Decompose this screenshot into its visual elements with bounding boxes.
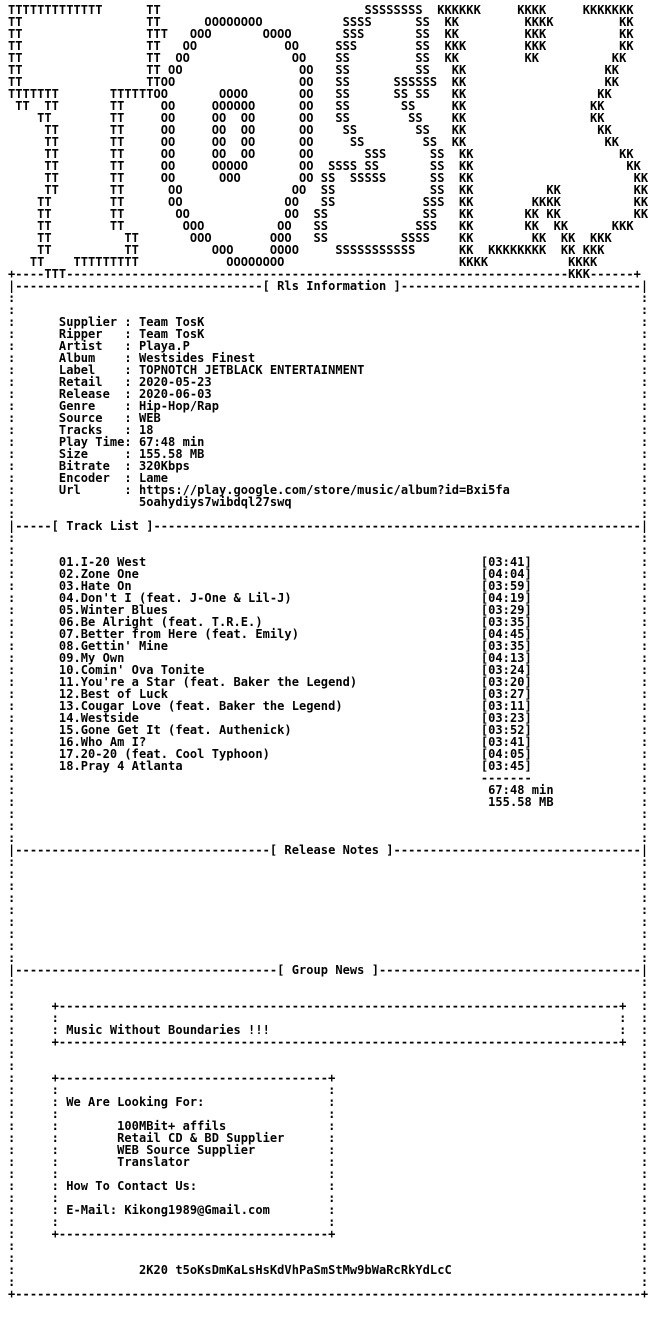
nfo-line: TT TTTTTTTTT OOOOOOOO KKKK KKKK: [8, 255, 598, 269]
nfo-line: : : : :: [8, 1215, 649, 1229]
nfo-line: : 155.58 MB :: [8, 795, 649, 809]
nfo-line: : 09.My Own [04:13] :: [8, 651, 649, 665]
nfo-line: : 05.Winter Blues [03:29] :: [8, 603, 649, 617]
nfo-line: TT TT TT OO OOOOOO OO SS SS KK KK: [8, 99, 605, 113]
nfo-line: : Play Time: 67:48 min :: [8, 435, 649, 449]
nfo-line: : ------- :: [8, 771, 649, 785]
nfo-line: : 07.Better from Here (feat. Emily) [04:45] :: [8, 627, 649, 641]
nfo-line: : 14.Westside [03:23] :: [8, 711, 649, 725]
nfo-line: : :: [8, 891, 649, 905]
nfo-line: : :: [8, 807, 649, 821]
nfo-line: TT TT OO OO OO OO SS SS KK KK: [8, 111, 605, 125]
nfo-line: : +-----------------------------------------------------------------------------+ :: [8, 1035, 649, 1049]
nfo-line: : Supplier : Team TosK :: [8, 315, 649, 329]
nfo-line: : 13.Cougar Love (feat. Baker the Legend) [03:11] :: [8, 699, 649, 713]
nfo-line: TT TT OO OO SSS SS KKK KKK KK: [8, 39, 634, 53]
nfo-line: +----TTT---------------------------------------------------------------------KKK------+: [8, 267, 641, 281]
nfo-line: : :: [8, 819, 649, 833]
nfo-line: |----------------------------------[ Rls Information ]---------------------------------|: [8, 279, 649, 293]
nfo-line: : 5oahydiys7wibdql27swq :: [8, 495, 649, 509]
nfo-line: : 67:48 min :: [8, 783, 649, 797]
nfo-line: TTTTTTT TTTTTTOO OOOO OO SS SS SS KK KK: [8, 87, 612, 101]
nfo-line: TT TT OO OOOOO OO SSSS SS SS KK KK: [8, 159, 641, 173]
nfo-line: +--------------------------------------------------------------------------------------+: [8, 1287, 649, 1301]
nfo-line: : :: [8, 1251, 649, 1265]
nfo-line: : 2K20 t5oKsDmKaLsHsKdVhPaSmStMw9bWaRcRkYdLcC :: [8, 1263, 649, 1277]
nfo-line: : 08.Gettin' Mine [03:35] :: [8, 639, 649, 653]
nfo-line: : Retail : 2020-05-23 :: [8, 375, 649, 389]
nfo-line: : Artist : Playa.P :: [8, 339, 649, 353]
nfo-line: : :: [8, 1275, 649, 1289]
nfo-line: TT TT OOO OOO SS SSSS KK KK KK KKK: [8, 231, 612, 245]
nfo-line: : : Retail CD & BD Supplier : :: [8, 1131, 649, 1145]
nfo-line: : 15.Gone Get It (feat. Authenick) [03:52] :: [8, 723, 649, 737]
nfo-line: : 06.Be Alright (feat. T.R.E.) [03:35] :: [8, 615, 649, 629]
nfo-line: : +-----------------------------------------------------------------------------+ :: [8, 999, 649, 1013]
nfo-line: : 03.Hate On [03:59] :: [8, 579, 649, 593]
nfo-line: : Album : Westsides Finest :: [8, 351, 649, 365]
nfo-line: : Label : TOPNOTCH JETBLACK ENTERTAINMENT :: [8, 363, 649, 377]
nfo-line: : : E-Mail: Kikong1989@Gmail.com : :: [8, 1203, 649, 1217]
nfo-line: : :: [8, 507, 649, 521]
nfo-line: : +-------------------------------------+ :: [8, 1227, 649, 1241]
nfo-line: : :: [8, 951, 649, 965]
nfo-line: : :: [8, 1047, 649, 1061]
nfo-line: TT TT OO OO OO OO SS SS KK KK: [8, 123, 612, 137]
nfo-line: : : : :: [8, 1167, 649, 1181]
nfo-line: : :: [8, 903, 649, 917]
nfo-line: : 16.Who Am I? [03:41] :: [8, 735, 649, 749]
nfo-line: TT TT OO OO OO OO SS SS KK KK: [8, 135, 620, 149]
nfo-line: : Bitrate : 320Kbps :: [8, 459, 649, 473]
nfo-line: : :: [8, 1059, 649, 1073]
nfo-line: : Url : https://play.google.com/store/music/album?id=Bxi5fa :: [8, 483, 649, 497]
nfo-line: : Tracks : 18 :: [8, 423, 649, 437]
nfo-line: |-----------------------------------[ Release Notes ]----------------------------------|: [8, 843, 649, 857]
nfo-line: : :: [8, 927, 649, 941]
nfo-line: : :: [8, 939, 649, 953]
nfo-line: TT TT OOO OOOO SSSSSSSSSSS KK KKKKKKKK KK KKK: [8, 243, 605, 257]
nfo-line: : Source : WEB :: [8, 411, 649, 425]
nfo-line: : : : :: [8, 1083, 649, 1097]
nfo-line: : :: [8, 303, 649, 317]
nfo-line: : Ripper : Team TosK :: [8, 327, 649, 341]
nfo-line: : : : :: [8, 1191, 649, 1205]
nfo-line: : 11.You're a Star (feat. Baker the Legend) [03:20] :: [8, 675, 649, 689]
nfo-line: TT TTOO OO SS SSSSSS KK KK: [8, 75, 620, 89]
nfo-line: : :: [8, 867, 649, 881]
nfo-line: : 17.20-20 (feat. Cool Typhoon) [04:05] :: [8, 747, 649, 761]
nfo-line: : : Translator : :: [8, 1155, 649, 1169]
nfo-line: TT TT OOO OO SS SSS KK KK KK KKK: [8, 219, 634, 233]
nfo-line: : :: [8, 1239, 649, 1253]
nfo-line: : 10.Comin' Ova Tonite [03:24] :: [8, 663, 649, 677]
nfo-line: : Release : 2020-06-03 :: [8, 387, 649, 401]
nfo-line: : : WEB Source Supplier : :: [8, 1143, 649, 1157]
nfo-line: : 02.Zone One [04:04] :: [8, 567, 649, 581]
nfo-line: TT TTT OOO OOOO SSS SS KK KKK KK: [8, 27, 634, 41]
nfo-line: TT TT OO OO SS SS KK KK: [8, 63, 620, 77]
nfo-line: : :: [8, 831, 649, 845]
nfo-line: TT TT OO OO OO OO SSS SS KK KK: [8, 147, 634, 161]
nfo-line: : :: [8, 543, 649, 557]
nfo-line: : 04.Don't I (feat. J-One & Lil-J) [04:19] :: [8, 591, 649, 605]
nfo-line: : : We Are Looking For: : :: [8, 1095, 649, 1109]
nfo-line: : : : :: [8, 1011, 649, 1025]
nfo-line: : 18.Pray 4 Atlanta [03:45] :: [8, 759, 649, 773]
nfo-line: : 12.Best of Luck [03:27] :: [8, 687, 649, 701]
nfo-line: : :: [8, 879, 649, 893]
nfo-line: : Genre : Hip-Hop/Rap :: [8, 399, 649, 413]
nfo-line: |------------------------------------[ Group News ]------------------------------------|: [8, 963, 649, 977]
nfo-line: : : 100MBit+ affils : :: [8, 1119, 649, 1133]
nfo-line: TT TT OO OO SS SS KK KK KK: [8, 51, 627, 65]
nfo-line: TT TT OO OO SS SS KK KK KK KK: [8, 207, 649, 221]
nfo-line: TT TT OO OO SS SSS KK KKKK KK: [8, 195, 649, 209]
nfo-line: : : How To Contact Us: : :: [8, 1179, 649, 1193]
nfo-line: : :: [8, 975, 649, 989]
nfo-line: : :: [8, 987, 649, 1001]
nfo-line: : :: [8, 855, 649, 869]
nfo-line: : 01.I-20 West [03:41] :: [8, 555, 649, 569]
nfo-line: : : Music Without Boundaries !!! : :: [8, 1023, 649, 1037]
nfo-line: TTTTTTTTTTTTT TT SSSSSSSS KKKKKK KKKK KKKKKKK: [8, 3, 634, 17]
nfo-line: TT TT OO OO SS SS KK KK KK: [8, 183, 649, 197]
nfo-line: : Size : 155.58 MB :: [8, 447, 649, 461]
nfo-line: : Encoder : Lame :: [8, 471, 649, 485]
nfo-line: TT TT OO OOO OO SS SSSSS SS KK KK: [8, 171, 649, 185]
nfo-line: : :: [8, 291, 649, 305]
nfo-line: : :: [8, 915, 649, 929]
nfo-line: TT TT OOOOOOOO SSSS SS KK KKKK KK: [8, 15, 634, 29]
nfo-line: : : : :: [8, 1107, 649, 1121]
nfo-line: : :: [8, 531, 649, 545]
nfo-line: : +-------------------------------------+ :: [8, 1071, 649, 1085]
nfo-line: |-----[ Track List ]-------------------------------------------------------------------|: [8, 519, 649, 533]
